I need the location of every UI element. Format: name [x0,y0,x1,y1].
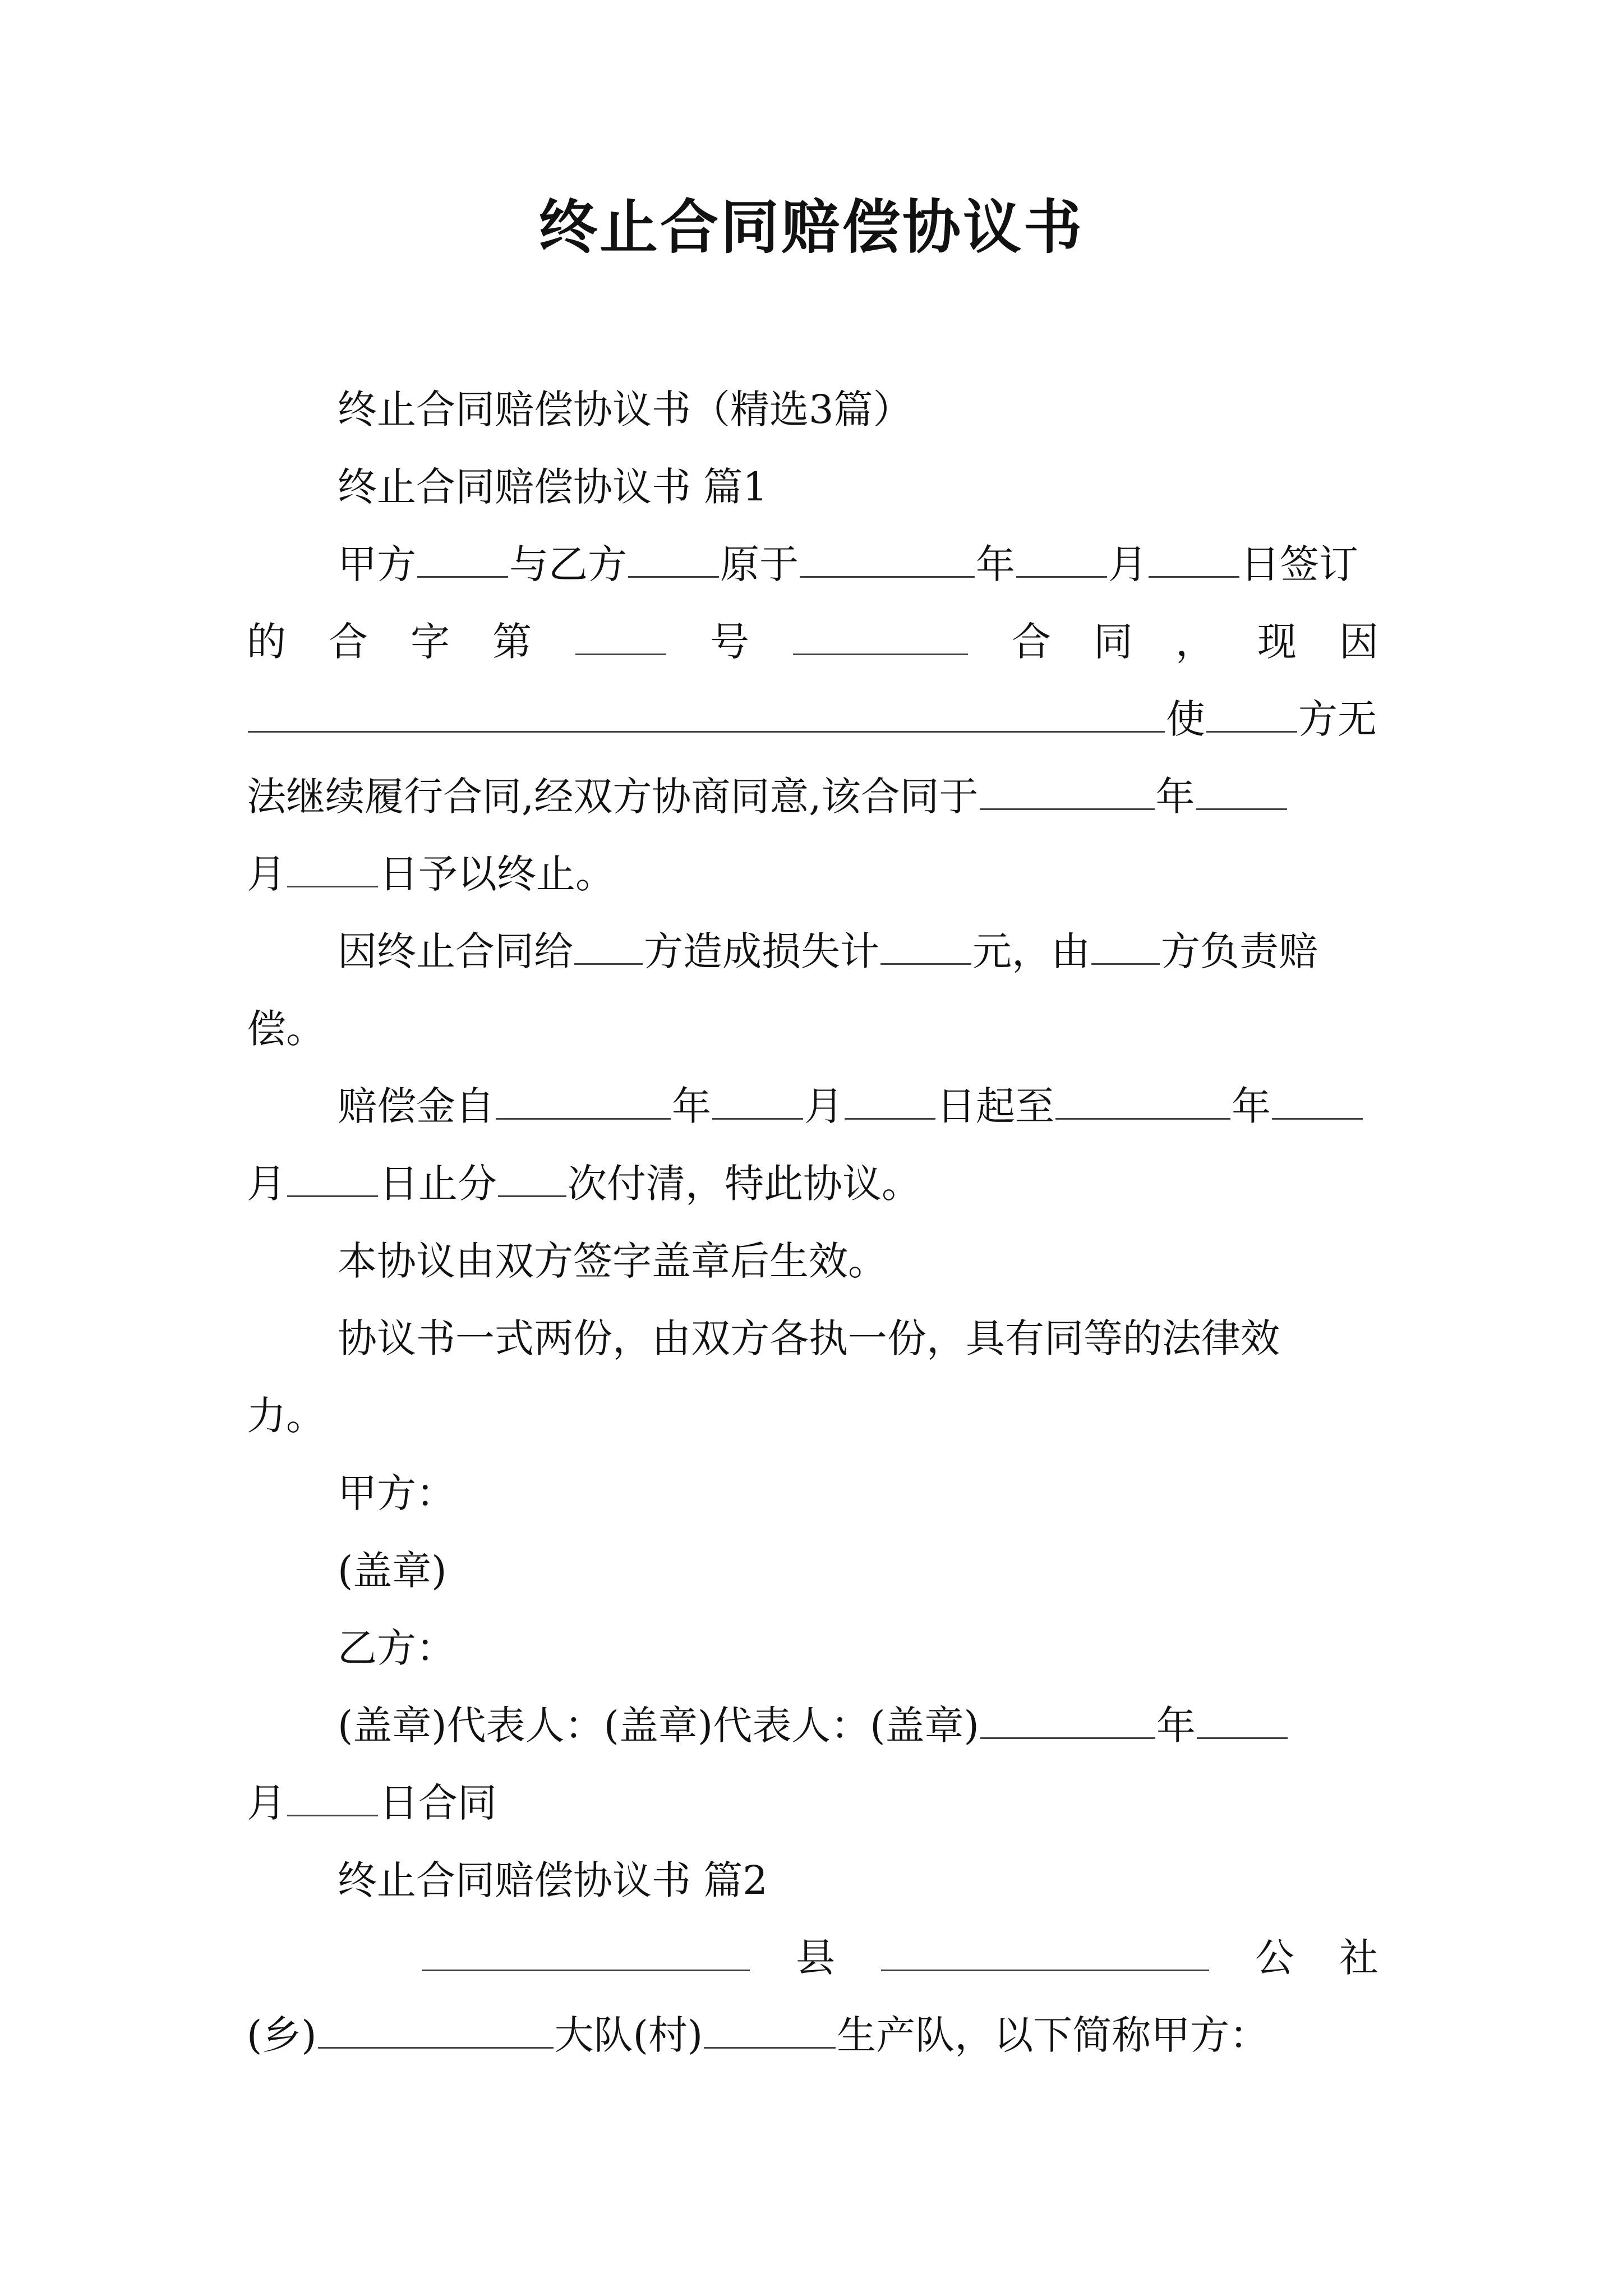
blank-field [704,2012,836,2049]
text: 日予以终止。 [379,851,615,897]
p1-line2 [247,614,1378,670]
p1-line3 [247,691,1377,747]
text: 日签订 [1241,541,1358,587]
char: 号 [710,619,749,665]
char: 公 [1255,1935,1294,1981]
blank-field [287,851,378,887]
p3-line1 [338,1078,1364,1134]
text: 日起至 [937,1083,1054,1129]
text: 次付清，特此协议。 [568,1161,921,1207]
text: 因终止合同给 [338,928,573,974]
p3-line2 [247,1156,921,1212]
char: 合 [1012,619,1051,665]
blank-field [1206,696,1297,733]
blank-field [712,1083,803,1120]
blank-field [845,1083,935,1120]
p1-line1 [338,536,1358,592]
text: 元，由 [972,928,1090,974]
p1-line5 [247,846,615,902]
text: 与乙方 [509,541,627,587]
blank-field [318,2012,554,2049]
text: 使 [1166,696,1205,742]
p2-line2: 偿。 [247,1006,325,1052]
char: 第 [492,619,532,665]
p4: 本协议由双方签字盖章后生效。 [338,1238,887,1284]
blank-field [287,1161,378,1197]
blank-field [881,1935,1209,1971]
char: 合 [329,619,368,665]
p1-line4 [247,769,1288,825]
blank-field [628,541,719,578]
blank-field [980,1703,1155,1739]
blank-field [287,1780,378,1816]
text: 方无 [1298,696,1377,742]
blank-field [793,619,968,655]
text-year: 年 [1232,1083,1271,1129]
text: 原于 [720,541,799,587]
text-month: 月 [247,1161,286,1207]
text: 生产队，以下简称甲方： [837,2012,1269,2058]
blank-field [1149,541,1239,578]
char: 同 [1094,619,1133,665]
text-month: 月 [804,1083,843,1129]
seal-label: (盖章) [338,1548,447,1594]
char: ， [1175,619,1215,665]
p2-line1 [338,923,1318,979]
blank-field [422,1935,750,1971]
text-year: 年 [976,541,1015,587]
blank-field [248,696,1165,733]
text-year: 年 [1155,774,1195,820]
text-month: 月 [1108,541,1147,587]
blank-field [498,1161,566,1197]
blank-field [1016,541,1107,578]
text-party-a: 甲方 [338,541,416,587]
blank-field [1055,1083,1230,1120]
section2-heading: 终止合同赔偿协议书 篇2 [338,1857,768,1903]
char: 因 [1339,619,1378,665]
blank-field [1272,1083,1363,1120]
char: 现 [1257,619,1297,665]
text-year: 年 [1156,1703,1196,1749]
blank-field [574,928,643,965]
text: 日合同 [379,1780,497,1826]
char: 社 [1339,1935,1378,1981]
text-year: 年 [672,1083,711,1129]
party-a-label: 甲方： [338,1470,455,1516]
text: 日止分 [379,1161,497,1207]
blank-field [1196,774,1287,810]
text: 方负责赔 [1161,928,1318,974]
text-month: 月 [247,1780,286,1826]
blank-field [980,774,1155,810]
blank-field [1091,928,1160,965]
text: (盖章)代表人：(盖章)代表人：(盖章) [338,1703,979,1749]
text: 方造成损失计 [644,928,879,974]
char: 的 [247,619,286,665]
party-b-label: 乙方： [338,1625,455,1671]
p5-line1: 协议书一式两份，由双方各执一份，具有同等的法律效 [338,1315,1280,1361]
blank-field [800,541,975,578]
sign-line2 [247,1775,497,1831]
text-month: 月 [247,851,286,897]
char: 县 [796,1935,835,1981]
blank-field [880,928,971,965]
text: 赔偿金自 [338,1083,495,1129]
char: 字 [411,619,450,665]
p6-line1 [421,1930,1378,1986]
blank-field [496,1083,671,1120]
p6-line2 [247,2007,1269,2063]
sign-line1 [338,1697,1289,1754]
blank-field [417,541,508,578]
document-subtitle: 终止合同赔偿协议书（精选3篇） [338,386,912,432]
p5-line2: 力。 [247,1393,325,1439]
text: 法继续履行合同,经双方协商同意,该合同于 [247,774,979,820]
blank-field [1197,1703,1288,1739]
section1-heading: 终止合同赔偿协议书 篇1 [338,464,768,510]
document-title: 终止合同赔偿协议书 [538,192,1084,261]
blank-field [575,619,666,655]
text: (乡) [247,2012,317,2058]
text: 大队(村) [554,2012,703,2058]
